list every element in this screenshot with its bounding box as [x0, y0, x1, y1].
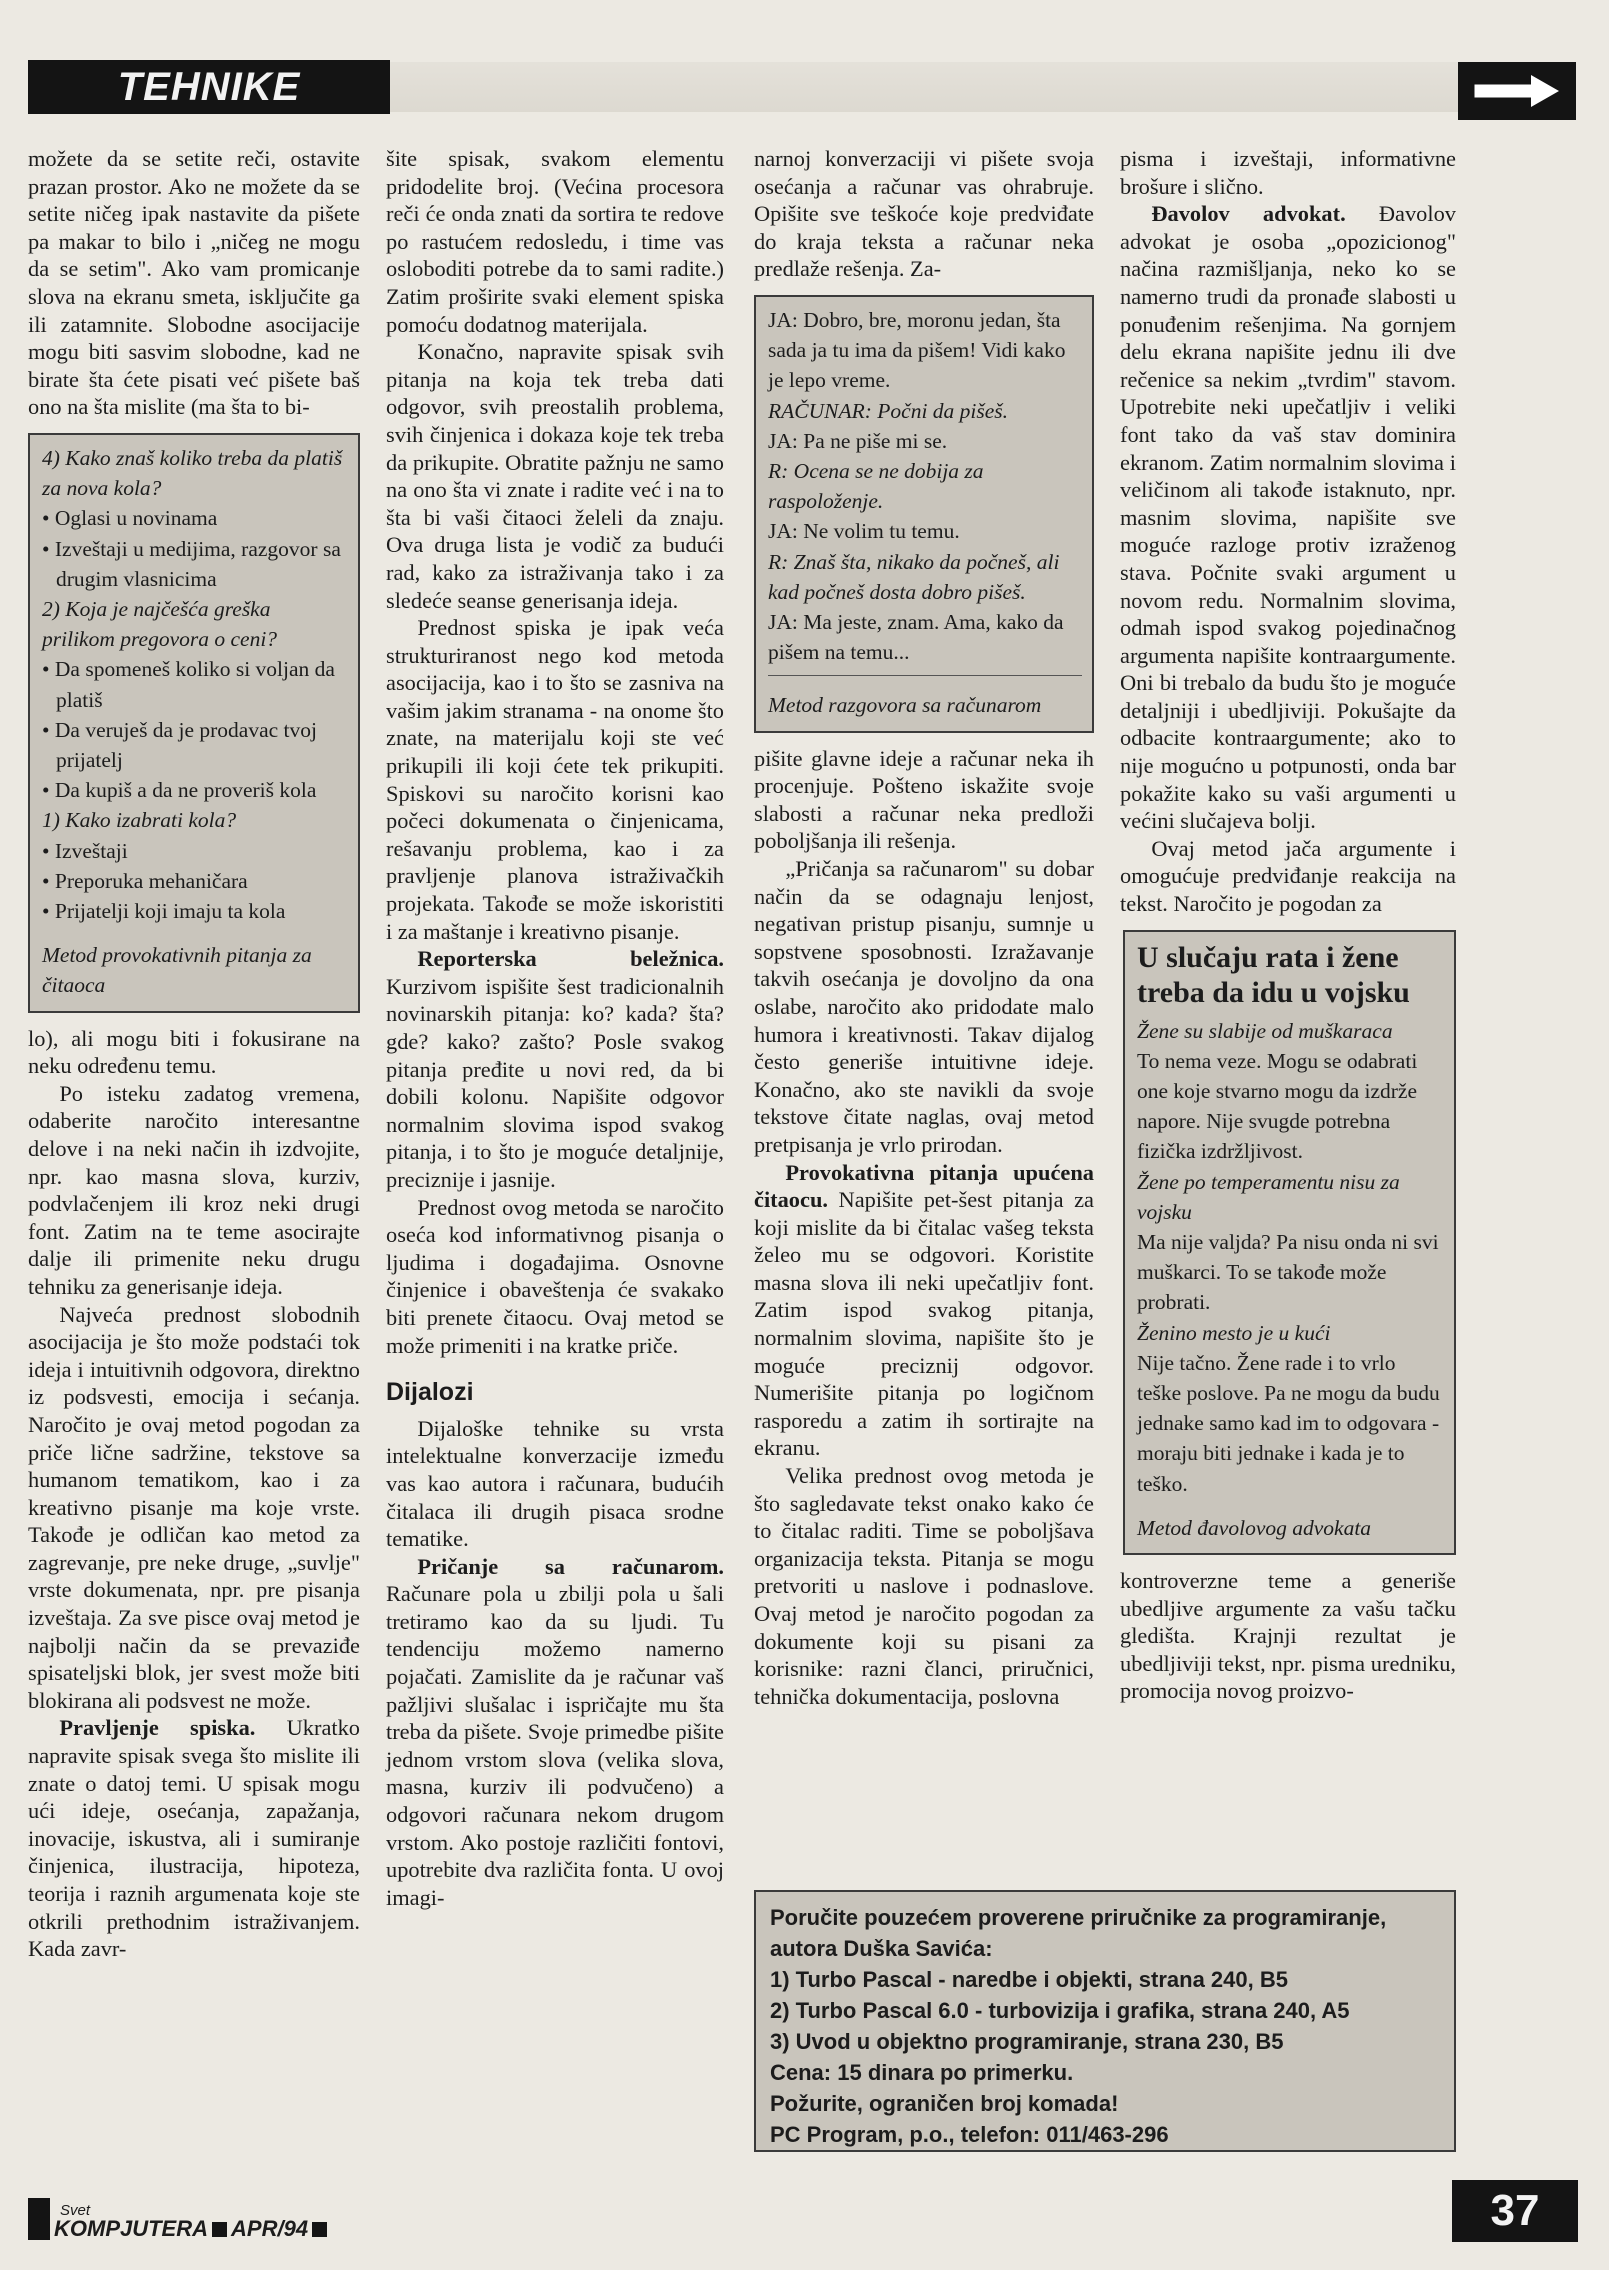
footer-issue: APR/94: [231, 2216, 309, 2241]
paragraph: kontroverzne teme a generiše ubedljive argumente za vašu tačku gledišta. Krajnji rezultat je ubedljiviji tekst, npr. pisma uredniku, promocija novog proizvo-: [1120, 1568, 1456, 1704]
box-claim: Žene su slabije od muškaraca: [1137, 1018, 1393, 1043]
example-box-devils-advocate: [1123, 930, 1456, 1555]
dialog-line: JA: Dobro, bre, moronu jedan, šta sada ja tu ima da pišem! Vidi kako je lepo vreme.: [768, 307, 1066, 393]
paragraph-text: Računare pola u zbilji pola u šali tretiramo kao da su ljudi. Tu tendenciju možemo namerno pojačati. Zamislite da je računar vaš pažljivi slušalac i ispričajte mu šta treba da pišete. Svoje primedbe pišite jednom vrstom slova (velika slova, masna, kurziv ili podvučeno) a odgovori računara nekom drugom vrstom. Ako postoje različiti fontovi, upotrebite dva različita fonta. U ovoj imagi-: [386, 1581, 724, 1910]
footer-mark: [28, 2198, 50, 2240]
box-bullet: • Da kupiš a da ne proveriš kola: [42, 778, 317, 803]
example-box-computer-dialog: [754, 295, 1094, 733]
dialog-line: R: Znaš šta, nikako da počneš, ali kad počneš dosta dobro pišeš.: [768, 549, 1060, 604]
box-bullet: • Da spomeneš koliko si voljan da platiš: [42, 657, 335, 712]
order-advertisement: [754, 1890, 1456, 2152]
dialog-line: R: Ocena se ne dobija za raspoloženje.: [768, 458, 984, 514]
box-caption: Metod razgovora sa računarom: [768, 693, 1042, 718]
footer-pre: Svet: [60, 2202, 91, 2219]
column-2: [386, 145, 724, 1911]
subheading: Provokativna pitanja upućena čitaocu.: [754, 1159, 1094, 1213]
box-question: 1) Kako izabrati kola?: [42, 808, 237, 833]
box-caption: Metod provokativnih pitanja za čitaoca: [42, 943, 312, 998]
dialog-line: JA: Ne volim tu temu.: [768, 519, 960, 544]
paragraph: Najveća prednost slobodnih asocijacija je što može podstaći tok ideja i intuitivnih odgovora, direktno iz podsvesti, emocija i sećanja. Naročito je ovaj metod pogodan za priče lične sadržine, tekstove sa humanom tematikom, kao i za kreativno pisanje ma koje vrste. Takođe je odličan kao metod za zagrevanje, pre neke druge, „suvlje" vrste dokumenata, npr. pre pisanja izveštaja. Za sve pisce ovaj metod je najbolji način da se prevaziđe spisateljski blok, jer svest može biti blokirana ali podsvest ne može.: [28, 1301, 360, 1713]
column-4: [1120, 145, 1456, 1705]
paragraph: [1120, 200, 1456, 835]
footer-magazine: [28, 2190, 388, 2240]
box-caption: Metod đavolovog advokata: [1137, 1515, 1372, 1540]
example-box-provocative-questions: [28, 433, 360, 1013]
paragraph: pisma i izveštaji, informativne brošure i slično.: [1120, 146, 1456, 199]
dialog-line: JA: Ma jeste, znam. Ama, kako da pišem na temu...: [768, 610, 1064, 665]
paragraph-text: Napišite pet-šest pitanja za koji mislite da bi čitalac vašeg teksta želeo mu se odgovori. Koristite masna slova ili neki upečatljiv font. Zatim ispod svakog pitanja, normalnim slovima, napišite što je moguće preciznij odgovor. Numerišite pitanja po logičnom rasporedu a zatim ih sortirajte na ekranu.: [754, 1187, 1094, 1461]
paragraph-text: Đavolov advokat je osoba „opozicionog" načina razmišljanja, neko ko se namerno trudi da pronađe slabosti u ponuđenim rešenjima. Na gornjem delu ekrana napišite jednu ili dve rečenice sa nekim „tvrdim" stavom. Upotrebite neki upečatljiv i veliki font tako da vaš stav dominira ekranom. Zatim normalnim slovima i veličinom ali takođe istaknuto, npr. masnim slovima, napišite sve moguće razloge protiv izraženog stava. Počnite svaki argument u novom redu. Normalnim slovima, odmah ispod svakog pojedinačnog argumenta napišite kontraargumente. Oni bi trebalo da budu što je moguće detaljniji i ubedljiviji. Pokušajte da odbacite kontraargumente; ako to nije mogućno u potpunosti, onda bar pokažite kako su vaši argumenti u većini slučajeva bolji.: [1120, 201, 1456, 834]
footer-square: [312, 2222, 327, 2237]
box-bullet: • Da veruješ da je prodavac tvoj prijatelj: [42, 717, 317, 772]
paragraph: [28, 1714, 360, 1962]
box-claim: Žene po temperamentu nisu za vojsku: [1137, 1169, 1400, 1224]
ad-line: 2) Turbo Pascal 6.0 - turbovizija i grafika, strana 240, A5: [770, 1998, 1350, 2023]
box-counterargument: To nema veze. Mogu se odabrati one koje stvarno mogu da izdrže napore. Nije svugde potrebna fizička izdržljivost.: [1137, 1048, 1418, 1164]
box-divider: [768, 675, 1082, 676]
paragraph: Konačno, napravite spisak svih pitanja na koja tek treba dati odgovor, svih preostalih problema, svih činjenica i dokaza koje tek treba da prikupite. Obratite pažnju ne samo na ono šta vi znate i radite već i na to šta bi vaši čitaoci želeli da znaju. Ova druga lista je vodič za budući rad, kako za istraživanja tako i za sledeće seanse generisanja ideja.: [386, 339, 724, 613]
header-band: [390, 62, 1458, 112]
subheading: Pričanje sa računarom.: [417, 1553, 724, 1579]
ad-line: PC Program, p.o., telefon: 011/463-296: [770, 2122, 1169, 2147]
paragraph: „Pričanja sa računarom" su dobar način da se odagnaju lenjost, negativan pristup pisanju, sumnje u sopstvene sposobnosti. Izražavanje takvih osećanja je dovoljno da ona oslabe, naročito ako pridodate malo humora i kreativnosti. Takav dijalog često generiše intuitivne ideje. Konačno, ako ste navikli da svoje tekstove čitate naglas, ovaj metod pretpisanja je vrlo prirodan.: [754, 855, 1094, 1157]
section-title: TEHNIKE: [28, 60, 390, 114]
column-3: [754, 145, 1094, 1710]
column-1: [28, 145, 360, 1963]
ad-line: Požurite, ograničen broj komada!: [770, 2091, 1119, 2116]
footer-magazine-name: KOMPJUTERA: [54, 2216, 209, 2241]
paragraph-text: Ukratko napravite spisak svega što mislite ili znate o datoj temi. U spisak mogu ući ideje, osećanja, zapažanja, inovacije, iskustva, ali i sumiranje činjenica, ilustracija, hipoteza, teorija i raznih argumenata koje ste otkrili prethodnim istraživanjem. Kada zavr-: [28, 1715, 360, 1962]
ad-line: Cena: 15 dinara po primerku.: [770, 2060, 1074, 2085]
box-question: 2) Koja je najčešća greška prilikom pregovora o ceni?: [42, 596, 278, 652]
footer-title: [54, 2204, 331, 2240]
paragraph: Prednost ovog metoda se naročito oseća kod informativnog pisanja o ljudima i događajima. Osnovne činjenice i obaveštenja će svakako biti prenete čitaocu. Ovaj metod se može primeniti i na kratke priče.: [386, 1194, 724, 1358]
box-title: U slučaju rata i žene treba da idu u vojsku: [1137, 940, 1410, 1009]
box-counterargument: Ma nije valjda? Pa nisu onda ni svi muškarci. To se takođe može probrati.: [1137, 1230, 1439, 1315]
paragraph: [754, 1159, 1094, 1463]
footer-square: [212, 2222, 227, 2237]
paragraph: Ovaj metod jača argumente i omogućuje predviđanje reakcija na tekst. Naročito je pogodan za: [1120, 835, 1456, 917]
next-page-arrow-icon: [1458, 62, 1576, 120]
dialog-line: RAČUNAR: Počni da pišeš.: [768, 398, 1009, 423]
box-bullet: • Oglasi u novinama: [42, 506, 218, 531]
paragraph: lo), ali mogu biti i fokusirane na neku određenu temu.: [28, 1025, 360, 1079]
paragraph: šite spisak, svakom elementu pridodelite broj. (Većina procesora reči će onda znati da sortira te redove po rastućem redosledu, i time vas osloboditi potrebe da to sami radite.) Zatim proširite svaki element spiska pomoću dodatnog materijala.: [386, 146, 724, 337]
paragraph: narnoj konverzaciji vi pišete svoja osećanja a računar vas ohrabruje. Opišite sve teškoće koje predviđate do kraja teksta a računar neka predlaže rešenja. Za-: [754, 146, 1094, 282]
box-counterargument: Nije tačno. Žene rade i to vrlo teške poslove. Pa ne mogu da budu jednake samo kad im to odgovara - moraju biti jednake i kada je to teško.: [1137, 1350, 1440, 1496]
paragraph: [386, 945, 724, 1193]
paragraph: možete da se setite reči, ostavite prazan prostor. Ako ne možete da se setite ničeg ipak nastavite da pišete pa makar to bilo i „ničeg ne mogu da se setim". Ako vam promicanje slova na ekranu smeta, isključite ga ili zatamnite. Slobodne asocijacije mogu biti sasvim slobodne, kad ne birate šta ćete pisati već pišete baš ono na šta mislite (ma šta to bi-: [28, 146, 360, 420]
paragraph: pišite glavne ideje a računar neka ih procenjuje. Pošteno iskažite svoje slabosti a računar neka predloži poboljšanja ili rešenja.: [754, 745, 1094, 854]
paragraph: Prednost spiska je ipak veća strukturiranost nego kod metoda asocijacija, kao i to što se zasniva na vašim jakim stranama - na onome što znate, na materijalu koji ste već prikupili ili koji ćete tek prikupiti. Spiskovi su naročito korisni kao počeci dokumenata o činjenicama, rešavanju problema, kao i za pravljenje planova istraživačkih projekata. Takođe se može iskoristiti i za maštanje i kreativno pisanje.: [386, 615, 724, 944]
box-question: 4) Kako znaš koliko treba da platiš za nova kola?: [42, 445, 343, 501]
paragraph: Velika prednost ovog metoda je što sagledavate tekst onako kako će to čitalac raditi. Time se poboljšava organizacija teksta. Pitanja se mogu pretvoriti u naslove i podnaslove. Ovaj metod je naročito pogodan za dokumente koji su pisani za korisnike: razni članci, priručnici, tehnička dokumentacija, poslovna: [754, 1463, 1094, 1709]
box-bullet: • Preporuka mehaničara: [42, 868, 248, 893]
subheading: Reporterska beležnica.: [417, 946, 724, 972]
ad-line: 3) Uvod u objektno programiranje, strana 230, B5: [770, 2029, 1284, 2054]
paragraph: [386, 1553, 724, 1912]
paragraph: Dijaloške tehnike su vrsta intelektualne konverzacije između vas kao autora i računara, budućih čitalaca ili drugih pisaca srodne tematike.: [386, 1415, 724, 1552]
box-bullet: • Izveštaji: [42, 838, 128, 863]
paragraph-text: Kurzivom ispišite šest tradicionalnih novinarskih pitanja: ko? kada? šta? gde? kako? zašto? Posle svakog pitanja pređite u novi red, da bi dobili kolonu. Napišite odgovor normalnim slovima ispod svakog pitanja, i to što je moguće detaljnije, preciznije i jasnije.: [386, 973, 724, 1192]
ad-line: 1) Turbo Pascal - naredbe i objekti, strana 240, B5: [770, 1967, 1288, 1992]
section-heading: Dijalozi: [386, 1378, 474, 1407]
ad-line: Poručite pouzećem proverene priručnike za programiranje, autora Duška Savića:: [770, 1905, 1387, 1961]
subheading: Pravljenje spiska.: [59, 1715, 256, 1741]
box-bullet: • Prijatelji koji imaju ta kola: [42, 898, 286, 923]
subheading: Đavolov advokat.: [1151, 201, 1346, 227]
dialog-line: JA: Pa ne piše mi se.: [768, 428, 948, 453]
paragraph: Po isteku zadatog vremena, odaberite naročito interesantne delove i na neki način ih izdvojite, npr. kao masna slova, kurziv, podvlačenjem ili kroz neki drugi font. Zatim na te teme asocirajte dalje ili primenite neku drugu tehniku za generisanje ideja.: [28, 1080, 360, 1299]
page-number: 37: [1452, 2180, 1578, 2242]
box-bullet: • Izveštaji u medijima, razgovor sa drugim vlasnicima: [42, 536, 341, 591]
box-claim: Ženino mesto je u kući: [1137, 1320, 1331, 1345]
